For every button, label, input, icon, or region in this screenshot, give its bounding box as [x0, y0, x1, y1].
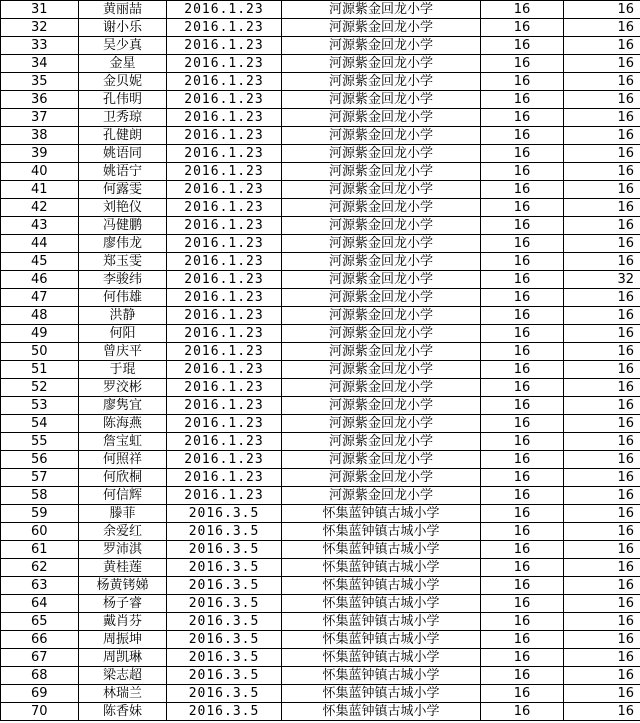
date-cell[interactable]: 2016.1.23: [167, 271, 282, 289]
row-number-cell[interactable]: 51: [1, 361, 79, 379]
table-row: [1, 703, 640, 721]
school-cell[interactable]: 河源紫金回龙小学: [282, 415, 481, 433]
school-cell[interactable]: 河源紫金回龙小学: [282, 307, 481, 325]
table-row: [1, 649, 640, 667]
row-number-cell[interactable]: 62: [1, 559, 79, 577]
value-a-cell[interactable]: 16: [481, 217, 564, 235]
row-number-cell[interactable]: 68: [1, 667, 79, 685]
row-number-cell[interactable]: 70: [1, 703, 79, 721]
school-cell[interactable]: 河源紫金回龙小学: [282, 325, 481, 343]
school-cell[interactable]: 河源紫金回龙小学: [282, 235, 481, 253]
school-cell[interactable]: 河源紫金回龙小学: [282, 361, 481, 379]
name-cell[interactable]: 何露雯: [79, 181, 167, 199]
value-a-cell[interactable]: 16: [481, 397, 564, 415]
value-b-cell[interactable]: 16: [564, 55, 640, 73]
value-a-cell[interactable]: 16: [481, 379, 564, 397]
date-cell[interactable]: 2016.3.5: [167, 685, 282, 703]
row-number-cell[interactable]: 43: [1, 217, 79, 235]
table-row: [1, 433, 640, 451]
value-b-cell[interactable]: 16: [564, 235, 640, 253]
value-a-cell[interactable]: 16: [481, 325, 564, 343]
date-cell[interactable]: 2016.1.23: [167, 325, 282, 343]
date-cell[interactable]: 2016.1.23: [167, 235, 282, 253]
name-cell[interactable]: 郑玉雯: [79, 253, 167, 271]
name-cell[interactable]: 廖隽宜: [79, 397, 167, 415]
value-a-cell[interactable]: 16: [481, 271, 564, 289]
name-cell[interactable]: 何照祥: [79, 451, 167, 469]
row-number-cell[interactable]: 42: [1, 199, 79, 217]
row-number-cell[interactable]: 55: [1, 433, 79, 451]
table-row: [1, 109, 640, 127]
row-number-cell[interactable]: 40: [1, 163, 79, 181]
table-row: [1, 199, 640, 217]
value-b-cell[interactable]: 16: [564, 37, 640, 55]
name-cell[interactable]: 陈香妹: [79, 703, 167, 721]
row-number-cell[interactable]: 56: [1, 451, 79, 469]
name-cell[interactable]: 何阳: [79, 325, 167, 343]
value-a-cell[interactable]: 16: [481, 631, 564, 649]
table-row: [1, 487, 640, 505]
school-cell[interactable]: 怀集蓝钟镇古城小学: [282, 631, 481, 649]
value-b-cell[interactable]: 16: [564, 181, 640, 199]
value-a-cell[interactable]: 16: [481, 523, 564, 541]
row-number-cell[interactable]: 38: [1, 127, 79, 145]
school-cell[interactable]: 怀集蓝钟镇古城小学: [282, 667, 481, 685]
date-cell[interactable]: 2016.3.5: [167, 505, 282, 523]
school-cell[interactable]: 河源紫金回龙小学: [282, 55, 481, 73]
value-a-cell[interactable]: 16: [481, 505, 564, 523]
school-cell[interactable]: 河源紫金回龙小学: [282, 1, 481, 19]
date-cell[interactable]: 2016.1.23: [167, 73, 282, 91]
value-b-cell[interactable]: 16: [564, 199, 640, 217]
school-cell[interactable]: 怀集蓝钟镇古城小学: [282, 505, 481, 523]
value-b-cell[interactable]: 16: [564, 487, 640, 505]
name-cell[interactable]: 戴肖芬: [79, 613, 167, 631]
date-cell[interactable]: 2016.3.5: [167, 667, 282, 685]
school-cell[interactable]: 河源紫金回龙小学: [282, 469, 481, 487]
date-cell[interactable]: 2016.3.5: [167, 613, 282, 631]
row-number-cell[interactable]: 46: [1, 271, 79, 289]
table-row: [1, 127, 640, 145]
row-number-cell[interactable]: 59: [1, 505, 79, 523]
table-row: [1, 343, 640, 361]
value-a-cell[interactable]: 16: [481, 433, 564, 451]
value-b-cell[interactable]: 16: [564, 505, 640, 523]
name-cell[interactable]: 金星: [79, 55, 167, 73]
value-b-cell[interactable]: 16: [564, 595, 640, 613]
value-a-cell[interactable]: 16: [481, 415, 564, 433]
value-a-cell[interactable]: 16: [481, 649, 564, 667]
school-cell[interactable]: 怀集蓝钟镇古城小学: [282, 613, 481, 631]
value-b-cell[interactable]: 16: [564, 163, 640, 181]
school-cell[interactable]: 河源紫金回龙小学: [282, 37, 481, 55]
value-b-cell[interactable]: 16: [564, 685, 640, 703]
value-b-cell[interactable]: 16: [564, 559, 640, 577]
table-row: [1, 595, 640, 613]
row-number-cell[interactable]: 57: [1, 469, 79, 487]
school-cell[interactable]: 怀集蓝钟镇古城小学: [282, 595, 481, 613]
value-b-cell[interactable]: 16: [564, 1, 640, 19]
school-cell[interactable]: 怀集蓝钟镇古城小学: [282, 649, 481, 667]
school-cell[interactable]: 河源紫金回龙小学: [282, 163, 481, 181]
school-cell[interactable]: 河源紫金回龙小学: [282, 73, 481, 91]
row-number-cell[interactable]: 63: [1, 577, 79, 595]
value-b-cell[interactable]: 16: [564, 19, 640, 37]
table-row: [1, 181, 640, 199]
date-cell[interactable]: 2016.1.23: [167, 1, 282, 19]
school-cell[interactable]: 河源紫金回龙小学: [282, 91, 481, 109]
value-b-cell[interactable]: 16: [564, 577, 640, 595]
value-b-cell[interactable]: 16: [564, 397, 640, 415]
date-cell[interactable]: 2016.1.23: [167, 199, 282, 217]
date-cell[interactable]: 2016.1.23: [167, 361, 282, 379]
table-row: [1, 91, 640, 109]
row-number-cell[interactable]: 39: [1, 145, 79, 163]
name-cell[interactable]: 吴少真: [79, 37, 167, 55]
date-cell[interactable]: 2016.3.5: [167, 649, 282, 667]
value-a-cell[interactable]: 16: [481, 199, 564, 217]
date-cell[interactable]: 2016.1.23: [167, 37, 282, 55]
row-number-cell[interactable]: 64: [1, 595, 79, 613]
date-cell[interactable]: 2016.1.23: [167, 127, 282, 145]
name-cell[interactable]: 姚语宁: [79, 163, 167, 181]
value-b-cell[interactable]: 16: [564, 451, 640, 469]
name-cell[interactable]: 廖伟龙: [79, 235, 167, 253]
value-b-cell[interactable]: 16: [564, 649, 640, 667]
row-number-cell[interactable]: 53: [1, 397, 79, 415]
name-cell[interactable]: 黄丽喆: [79, 1, 167, 19]
row-number-cell[interactable]: 52: [1, 379, 79, 397]
date-cell[interactable]: 2016.1.23: [167, 433, 282, 451]
row-number-cell[interactable]: 48: [1, 307, 79, 325]
table-row: [1, 19, 640, 37]
school-cell[interactable]: 河源紫金回龙小学: [282, 19, 481, 37]
row-number-cell[interactable]: 32: [1, 19, 79, 37]
name-cell[interactable]: 余爱红: [79, 523, 167, 541]
date-cell[interactable]: 2016.1.23: [167, 397, 282, 415]
name-cell[interactable]: 金贝妮: [79, 73, 167, 91]
name-cell[interactable]: 罗沛淇: [79, 541, 167, 559]
name-cell[interactable]: 陈海燕: [79, 415, 167, 433]
school-cell[interactable]: 怀集蓝钟镇古城小学: [282, 541, 481, 559]
date-cell[interactable]: 2016.1.23: [167, 451, 282, 469]
date-cell[interactable]: 2016.1.23: [167, 19, 282, 37]
value-a-cell[interactable]: 16: [481, 577, 564, 595]
name-cell[interactable]: 刘艳仪: [79, 199, 167, 217]
value-a-cell[interactable]: 16: [481, 253, 564, 271]
row-number-cell[interactable]: 33: [1, 37, 79, 55]
value-a-cell[interactable]: 16: [481, 163, 564, 181]
table-row: [1, 523, 640, 541]
row-number-cell[interactable]: 35: [1, 73, 79, 91]
date-cell[interactable]: 2016.3.5: [167, 541, 282, 559]
date-cell[interactable]: 2016.1.23: [167, 91, 282, 109]
school-cell[interactable]: 河源紫金回龙小学: [282, 127, 481, 145]
value-b-cell[interactable]: 16: [564, 379, 640, 397]
school-cell[interactable]: 怀集蓝钟镇古城小学: [282, 685, 481, 703]
value-a-cell[interactable]: 16: [481, 451, 564, 469]
school-cell[interactable]: 怀集蓝钟镇古城小学: [282, 523, 481, 541]
row-number-cell[interactable]: 66: [1, 631, 79, 649]
school-cell[interactable]: 怀集蓝钟镇古城小学: [282, 559, 481, 577]
value-b-cell[interactable]: 32: [564, 271, 640, 289]
value-a-cell[interactable]: 16: [481, 109, 564, 127]
date-cell[interactable]: 2016.1.23: [167, 253, 282, 271]
value-b-cell[interactable]: 16: [564, 217, 640, 235]
value-b-cell[interactable]: 16: [564, 631, 640, 649]
table-row: [1, 55, 640, 73]
name-cell[interactable]: 谢小乐: [79, 19, 167, 37]
row-number-cell[interactable]: 58: [1, 487, 79, 505]
table-row: [1, 37, 640, 55]
row-number-cell[interactable]: 41: [1, 181, 79, 199]
date-cell[interactable]: 2016.1.23: [167, 217, 282, 235]
value-b-cell[interactable]: 16: [564, 667, 640, 685]
value-a-cell[interactable]: 16: [481, 37, 564, 55]
row-number-cell[interactable]: 37: [1, 109, 79, 127]
table-row: [1, 73, 640, 91]
value-a-cell[interactable]: 16: [481, 73, 564, 91]
date-cell[interactable]: 2016.1.23: [167, 181, 282, 199]
value-a-cell[interactable]: 16: [481, 541, 564, 559]
school-cell[interactable]: 河源紫金回龙小学: [282, 343, 481, 361]
value-b-cell[interactable]: 16: [564, 703, 640, 721]
name-cell[interactable]: 周振坤: [79, 631, 167, 649]
table-row: [1, 559, 640, 577]
school-cell[interactable]: 河源紫金回龙小学: [282, 433, 481, 451]
date-cell[interactable]: 2016.1.23: [167, 163, 282, 181]
date-cell[interactable]: 2016.1.23: [167, 55, 282, 73]
table-row: [1, 145, 640, 163]
date-cell[interactable]: 2016.1.23: [167, 343, 282, 361]
date-cell[interactable]: 2016.1.23: [167, 469, 282, 487]
name-cell[interactable]: 孔伟明: [79, 91, 167, 109]
value-b-cell[interactable]: 16: [564, 91, 640, 109]
value-a-cell[interactable]: 16: [481, 559, 564, 577]
name-cell[interactable]: 滕菲: [79, 505, 167, 523]
table-row: [1, 667, 640, 685]
value-b-cell[interactable]: 16: [564, 127, 640, 145]
value-a-cell[interactable]: 16: [481, 487, 564, 505]
school-cell[interactable]: 河源紫金回龙小学: [282, 397, 481, 415]
row-number-cell[interactable]: 60: [1, 523, 79, 541]
row-number-cell[interactable]: 47: [1, 289, 79, 307]
table-row: [1, 307, 640, 325]
date-cell[interactable]: 2016.3.5: [167, 577, 282, 595]
value-b-cell[interactable]: 16: [564, 109, 640, 127]
row-number-cell[interactable]: 49: [1, 325, 79, 343]
table-body: [1, 1, 640, 721]
name-cell[interactable]: 曾庆平: [79, 343, 167, 361]
value-b-cell[interactable]: 16: [564, 343, 640, 361]
row-number-cell[interactable]: 44: [1, 235, 79, 253]
row-number-cell[interactable]: 36: [1, 91, 79, 109]
date-cell[interactable]: 2016.1.23: [167, 289, 282, 307]
row-number-cell[interactable]: 34: [1, 55, 79, 73]
value-b-cell[interactable]: 16: [564, 307, 640, 325]
table-row: [1, 217, 640, 235]
date-cell[interactable]: 2016.1.23: [167, 415, 282, 433]
row-number-cell[interactable]: 50: [1, 343, 79, 361]
name-cell[interactable]: 何伟雄: [79, 289, 167, 307]
value-a-cell[interactable]: 16: [481, 469, 564, 487]
value-b-cell[interactable]: 16: [564, 253, 640, 271]
row-number-cell[interactable]: 54: [1, 415, 79, 433]
value-a-cell[interactable]: 16: [481, 343, 564, 361]
name-cell[interactable]: 卫秀琼: [79, 109, 167, 127]
value-a-cell[interactable]: 16: [481, 667, 564, 685]
table-row: [1, 505, 640, 523]
school-cell[interactable]: 怀集蓝钟镇古城小学: [282, 703, 481, 721]
value-a-cell[interactable]: 16: [481, 181, 564, 199]
value-a-cell[interactable]: 16: [481, 235, 564, 253]
school-cell[interactable]: 河源紫金回龙小学: [282, 253, 481, 271]
table-row: [1, 163, 640, 181]
value-a-cell[interactable]: 16: [481, 127, 564, 145]
name-cell[interactable]: 杨黄铐娣: [79, 577, 167, 595]
table-row: [1, 1, 640, 19]
table-row: [1, 415, 640, 433]
date-cell[interactable]: 2016.3.5: [167, 559, 282, 577]
school-cell[interactable]: 河源紫金回龙小学: [282, 199, 481, 217]
name-cell[interactable]: 何欣桐: [79, 469, 167, 487]
school-cell[interactable]: 河源紫金回龙小学: [282, 289, 481, 307]
value-a-cell[interactable]: 16: [481, 145, 564, 163]
date-cell[interactable]: 2016.3.5: [167, 523, 282, 541]
table-row: [1, 541, 640, 559]
value-a-cell[interactable]: 16: [481, 55, 564, 73]
row-number-cell[interactable]: 65: [1, 613, 79, 631]
table-row: [1, 361, 640, 379]
date-cell[interactable]: 2016.3.5: [167, 631, 282, 649]
name-cell[interactable]: 罗洨彬: [79, 379, 167, 397]
date-cell[interactable]: 2016.1.23: [167, 379, 282, 397]
value-b-cell[interactable]: 16: [564, 613, 640, 631]
date-cell[interactable]: 2016.3.5: [167, 595, 282, 613]
row-number-cell[interactable]: 67: [1, 649, 79, 667]
table-row: [1, 451, 640, 469]
school-cell[interactable]: 河源紫金回龙小学: [282, 487, 481, 505]
value-a-cell[interactable]: 16: [481, 703, 564, 721]
date-cell[interactable]: 2016.1.23: [167, 145, 282, 163]
value-a-cell[interactable]: 16: [481, 289, 564, 307]
table-row: [1, 613, 640, 631]
name-cell[interactable]: 杨子睿: [79, 595, 167, 613]
table-row: [1, 325, 640, 343]
table-row: [1, 379, 640, 397]
row-number-cell[interactable]: 61: [1, 541, 79, 559]
row-number-cell[interactable]: 31: [1, 1, 79, 19]
school-cell[interactable]: 河源紫金回龙小学: [282, 217, 481, 235]
name-cell[interactable]: 林瑞兰: [79, 685, 167, 703]
school-cell[interactable]: 怀集蓝钟镇古城小学: [282, 577, 481, 595]
value-b-cell[interactable]: 16: [564, 469, 640, 487]
school-cell[interactable]: 河源紫金回龙小学: [282, 181, 481, 199]
name-cell[interactable]: 詹宝虹: [79, 433, 167, 451]
table-row: [1, 253, 640, 271]
value-b-cell[interactable]: 16: [564, 415, 640, 433]
row-number-cell[interactable]: 45: [1, 253, 79, 271]
table-row: [1, 271, 640, 289]
table-row: [1, 235, 640, 253]
value-a-cell[interactable]: 16: [481, 91, 564, 109]
name-cell[interactable]: 孔健朗: [79, 127, 167, 145]
school-cell[interactable]: 河源紫金回龙小学: [282, 271, 481, 289]
value-b-cell[interactable]: 16: [564, 541, 640, 559]
value-a-cell[interactable]: 16: [481, 613, 564, 631]
value-a-cell[interactable]: 16: [481, 595, 564, 613]
value-b-cell[interactable]: 16: [564, 289, 640, 307]
value-b-cell[interactable]: 16: [564, 325, 640, 343]
name-cell[interactable]: 洪静: [79, 307, 167, 325]
name-cell[interactable]: 姚语同: [79, 145, 167, 163]
school-cell[interactable]: 河源紫金回龙小学: [282, 379, 481, 397]
name-cell[interactable]: 李骏纬: [79, 271, 167, 289]
value-a-cell[interactable]: 16: [481, 19, 564, 37]
table-row: [1, 577, 640, 595]
value-b-cell[interactable]: 16: [564, 145, 640, 163]
value-a-cell[interactable]: 16: [481, 361, 564, 379]
date-cell[interactable]: 2016.3.5: [167, 703, 282, 721]
value-a-cell[interactable]: 16: [481, 685, 564, 703]
school-cell[interactable]: 河源紫金回龙小学: [282, 451, 481, 469]
value-b-cell[interactable]: 16: [564, 73, 640, 91]
table-row: [1, 289, 640, 307]
date-cell[interactable]: 2016.1.23: [167, 307, 282, 325]
value-b-cell[interactable]: 16: [564, 433, 640, 451]
date-cell[interactable]: 2016.1.23: [167, 109, 282, 127]
table-row: [1, 397, 640, 415]
school-cell[interactable]: 河源紫金回龙小学: [282, 145, 481, 163]
date-cell[interactable]: 2016.1.23: [167, 487, 282, 505]
name-cell[interactable]: 黄桂莲: [79, 559, 167, 577]
table-row: [1, 469, 640, 487]
name-cell[interactable]: 何信辉: [79, 487, 167, 505]
row-number-cell[interactable]: 69: [1, 685, 79, 703]
value-a-cell[interactable]: 16: [481, 307, 564, 325]
value-b-cell[interactable]: 16: [564, 523, 640, 541]
value-a-cell[interactable]: 16: [481, 1, 564, 19]
table-row: [1, 631, 640, 649]
table-row: [1, 685, 640, 703]
school-cell[interactable]: 河源紫金回龙小学: [282, 109, 481, 127]
value-b-cell[interactable]: 16: [564, 361, 640, 379]
name-cell[interactable]: 于琨: [79, 361, 167, 379]
name-cell[interactable]: 周凯琳: [79, 649, 167, 667]
name-cell[interactable]: 梁志超: [79, 667, 167, 685]
name-cell[interactable]: 冯健鹏: [79, 217, 167, 235]
